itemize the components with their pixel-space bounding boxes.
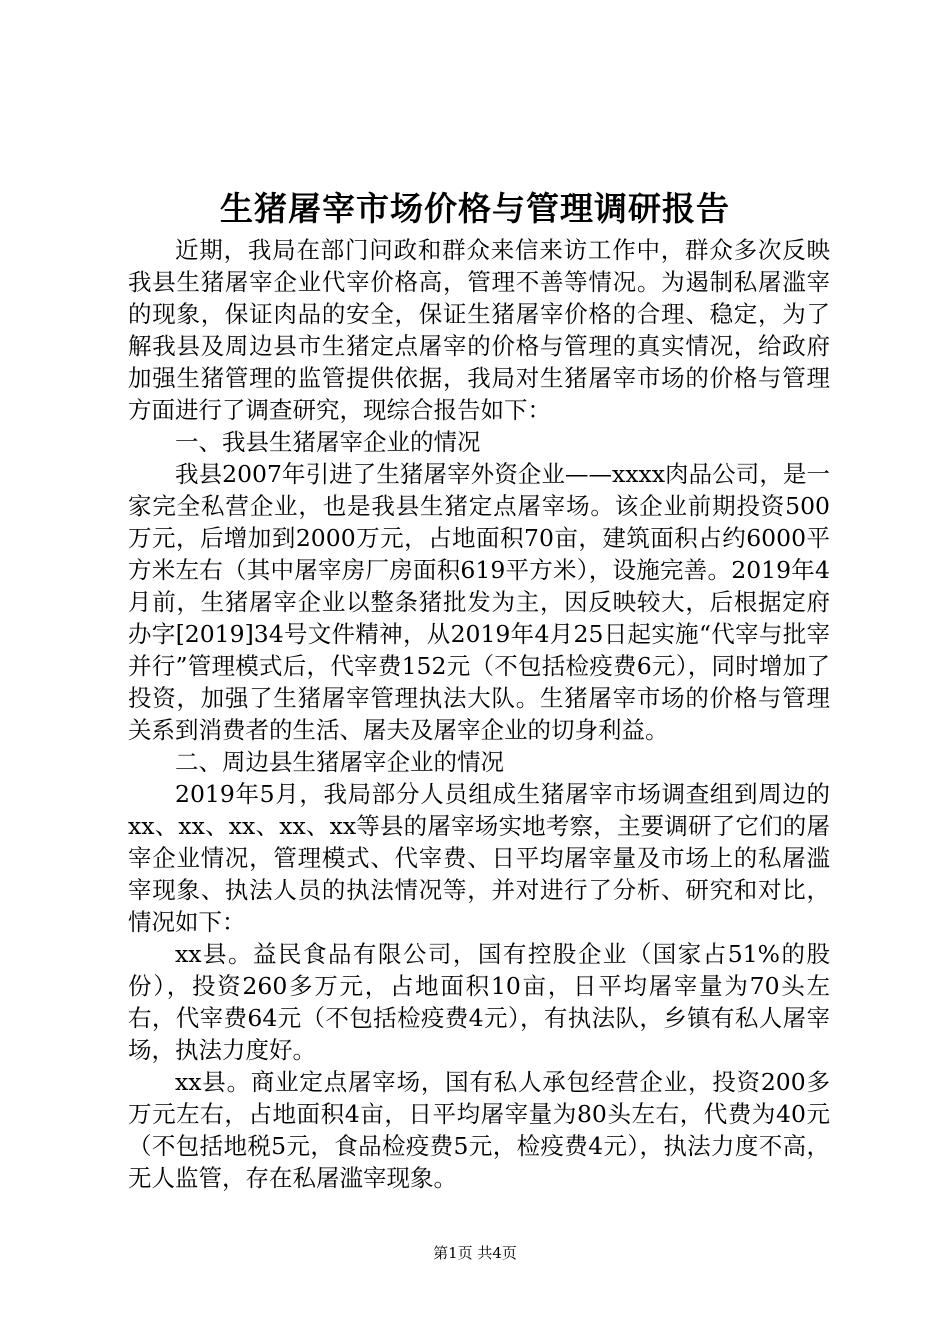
paragraph-intro: 近期，我局在部门问政和群众来信来访工作中，群众多次反映我县生猪屠宰企业代宰价格高，管理不善等情况。为遏制私屠滥宰的现象，保证肉品的安全，保证生猪屠宰价格的合理、稳定，为了解我县及周边县市生猪定点屠宰的价格与管理的真实情况，给政府加强生猪管理的监管提供依据，我局对生猪屠宰市场的价格与管理方面进行了调查研究，现综合报告如下：	[128, 236, 830, 424]
paragraph-county-b: xx县。商业定点屠宰场，国有私人承包经营企业，投资200多万元左右，占地面积4亩，日平均屠宰量为80头左右，代费为40元（不包括地税5元，食品检疫费5元，检疫费4元），执法力度不高，无人监管，存在私屠滥宰现象。	[128, 1068, 830, 1192]
page-footer: 第1页 共4页	[433, 1244, 517, 1262]
paragraph-county-a: xx县。益民食品有限公司，国有控股企业（国家占51%的股份），投资260多万元，占地面积10亩，日平均屠宰量为70头左右，代宰费64元（不包括检疫费4元），有执法队，乡镇有私人屠宰场，执法力度好。	[128, 940, 830, 1064]
document-title: 生猪屠宰市场价格与管理调研报告	[220, 189, 730, 228]
paragraph-local-enterprise: 我县2007年引进了生猪屠宰外资企业——xxxx肉品公司，是一家完全私营企业，也是我县生猪定点屠宰场。该企业前期投资500万元，后增加到2000万元，占地面积70亩，建筑面积占约6000平方米左右（其中屠宰房厂房面积619平方米），设施完善。2019年4月前，生猪屠宰企业以整条猪批发为主，因反映较大，后根据定府办字[2019]34号文件精神，从2019年4月25日起实施“代宰与批宰并行”管理模式后，代宰费152元（不包括检疫费6元），同时增加了投资，加强了生猪屠宰管理执法大队。生猪屠宰市场的价格与管理关系到消费者的生活、屠夫及屠宰企业的切身利益。	[128, 460, 830, 744]
section-heading-2: 二、周边县生猪屠宰企业的情况	[175, 748, 504, 776]
section-heading-1: 一、我县生猪屠宰企业的情况	[175, 428, 481, 456]
paragraph-survey: 2019年5月，我局部分人员组成生猪屠宰市场调查组到周边的xx、xx、xx、xx、xx等县的屠宰场实地考察，主要调研了它们的屠宰企业情况，管理模式、代宰费、日平均屠宰量及市场上的私屠滥宰现象、执法人员的执法情况等，并对进行了分析、研究和对比，情况如下：	[128, 780, 830, 936]
document-body	[128, 234, 830, 1194]
